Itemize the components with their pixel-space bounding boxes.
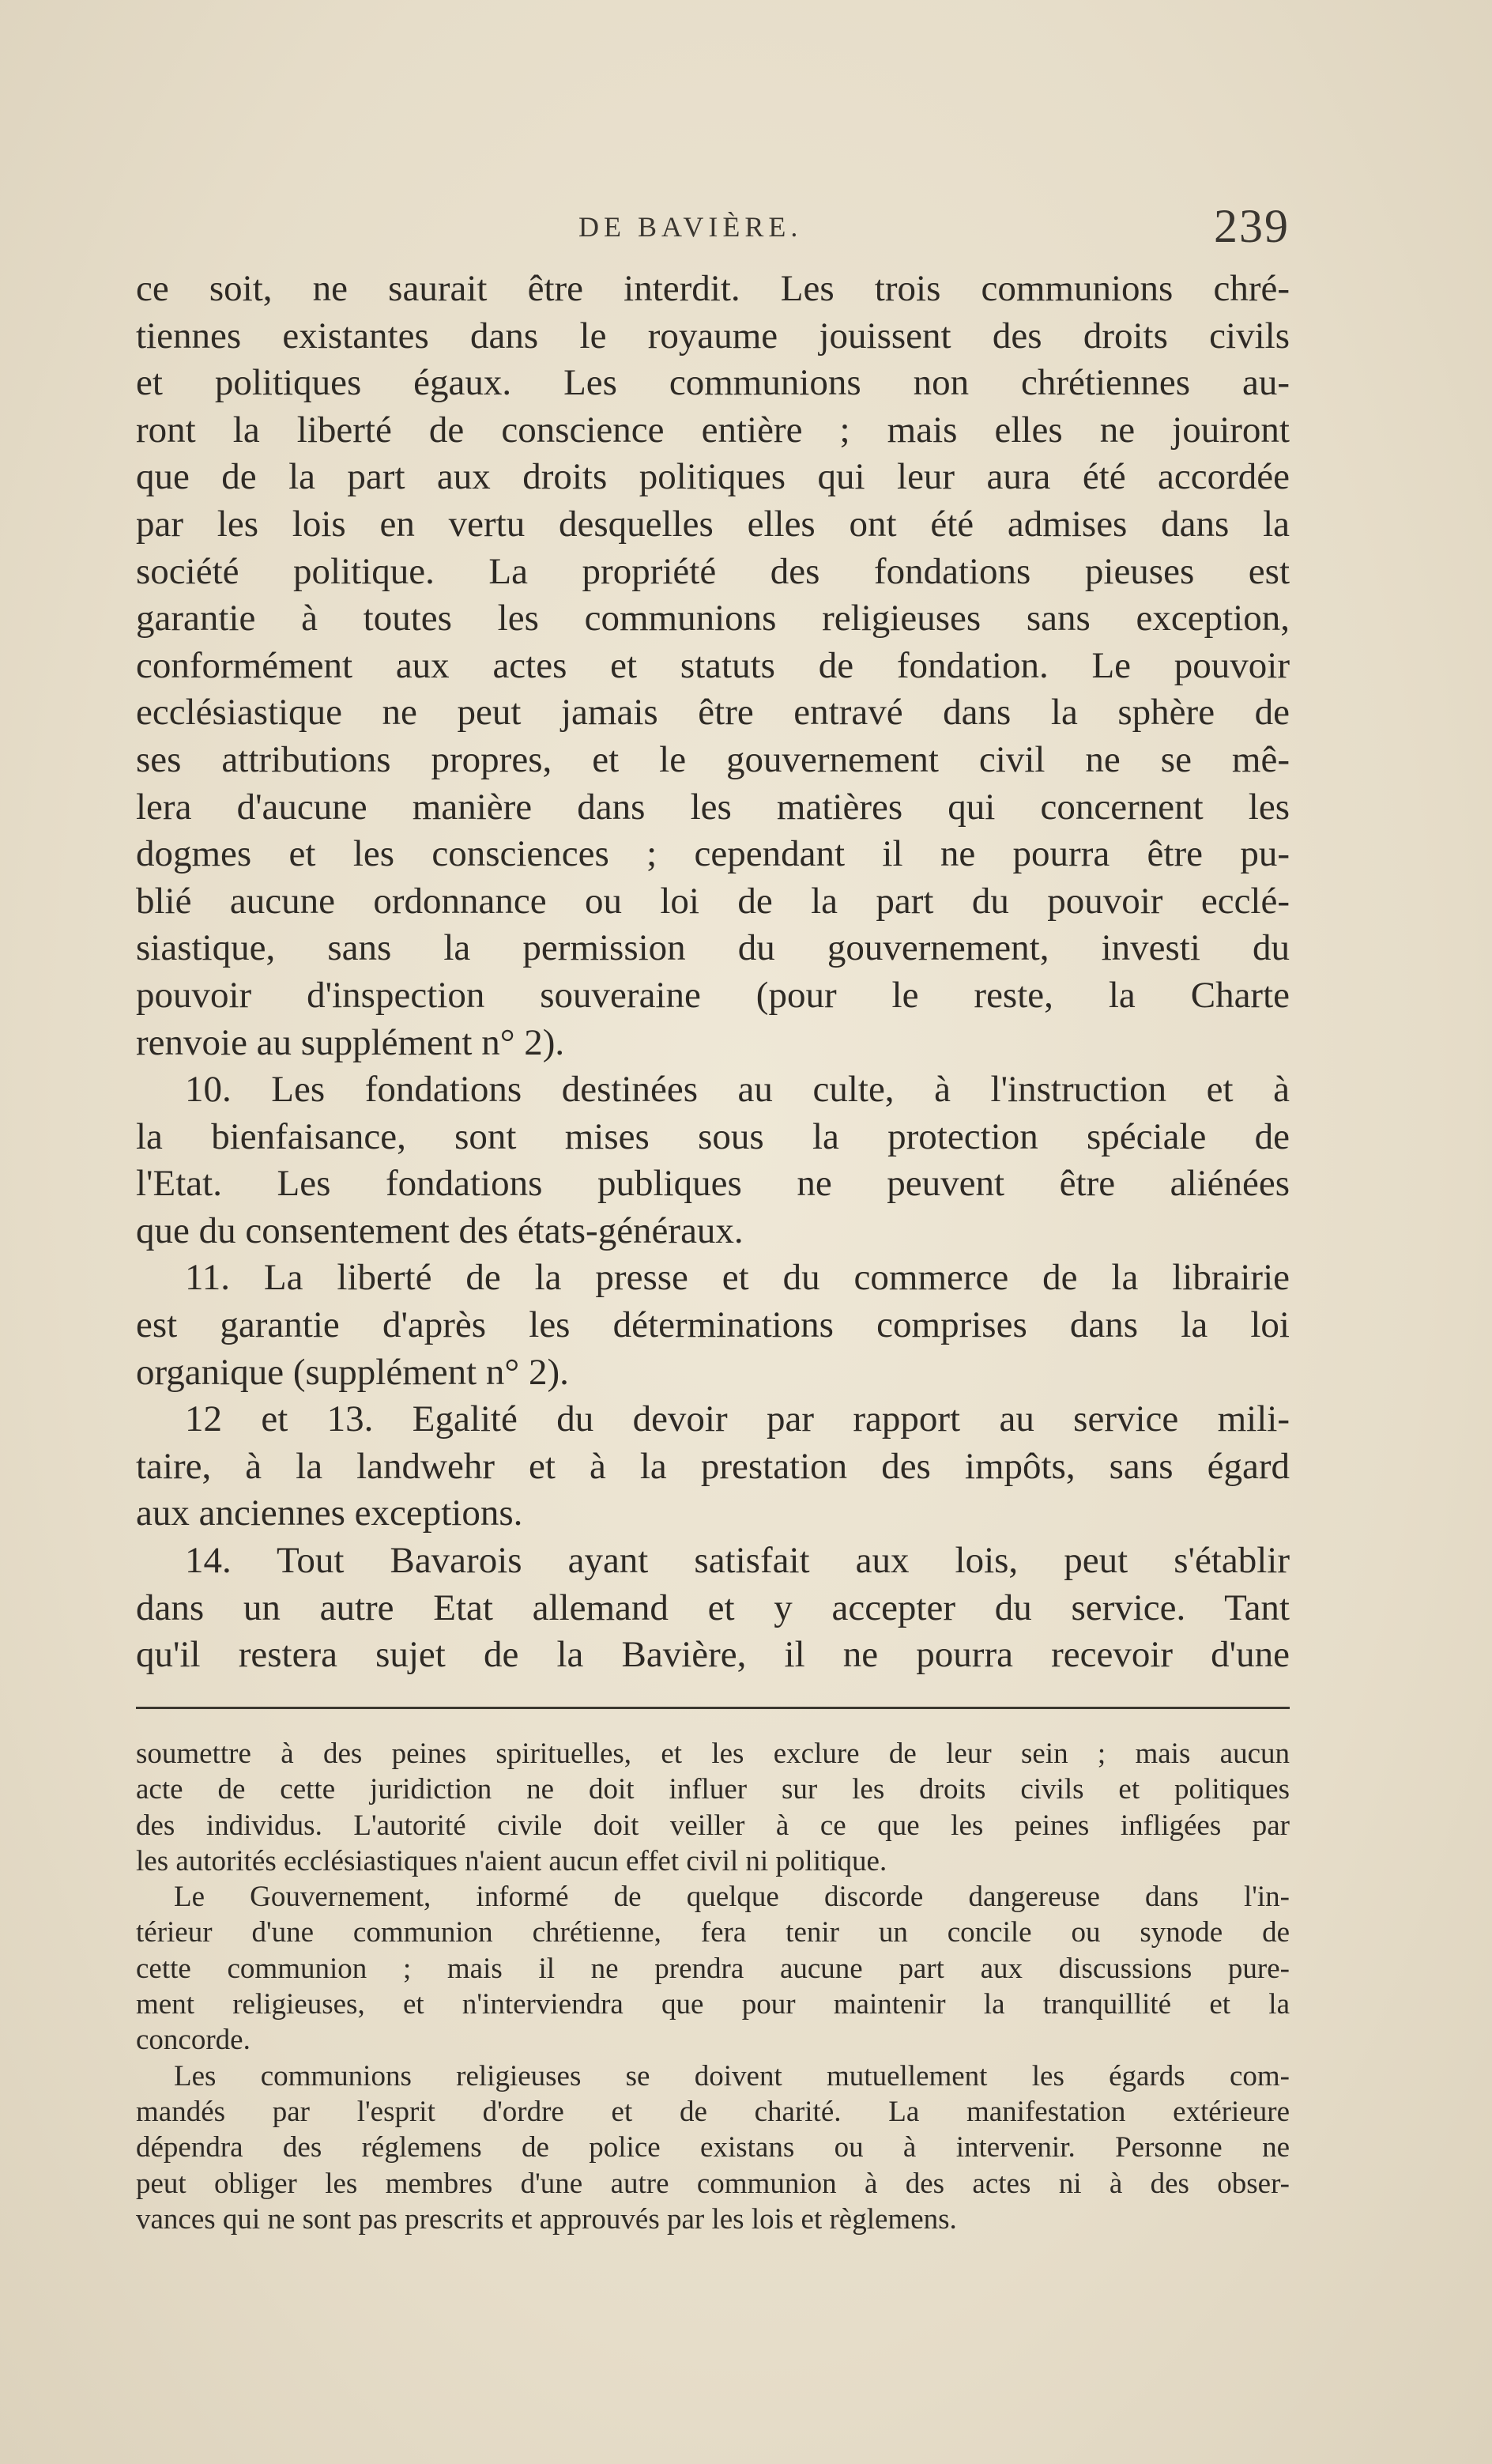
text-line: dogmes et les consciences ; cependant il ne pourra être pu- [136, 833, 1290, 875]
text-line: et politiques égaux. Les communions non chrétiennes au- [136, 362, 1290, 404]
running-head: DE BAVIÈRE. [578, 211, 803, 243]
text-line: ses attributions propres, et le gouvernement civil ne se mê- [136, 738, 1290, 780]
text-line: siastique, sans la permission du gouvernement, investi du [136, 927, 1290, 969]
text-line: l'Etat. Les fondations publiques ne peuvent être aliénées [136, 1163, 1290, 1205]
text-line: dans un autre Etat allemand et y accepter du service. Tant [136, 1587, 1290, 1628]
text-line: la bienfaisance, sont mises sous la protection spéciale de [136, 1115, 1290, 1157]
footnote-line: concorde. [136, 2024, 251, 2057]
text-line: renvoie au supplément n° 2). [136, 1021, 565, 1063]
footnote-rule [136, 1707, 1290, 1709]
text-line: ront la liberté de conscience entière ; mais elles ne jouiront [136, 409, 1290, 451]
text-line: pouvoir d'inspection souveraine (pour le reste, la Charte [136, 974, 1290, 1016]
text-line: qu'il restera sujet de la Bavière, il ne pourra recevoir d'une [136, 1634, 1290, 1676]
main-text [136, 266, 1290, 1679]
text-line: aux anciennes exceptions. [136, 1492, 523, 1534]
footnote-line: dépendra des réglemens de police existans ou à intervenir. Personne ne [136, 2131, 1290, 2164]
footnote-line: acte de cette juridiction ne doit influer sur les droits civils et politiques [136, 1773, 1290, 1806]
text-line: lera d'aucune manière dans les matières qui concernent les [136, 786, 1290, 828]
text-line: que de la part aux droits politiques qui leur aura été accordée [136, 456, 1290, 498]
text-line: est garantie d'après les déterminations comprises dans la loi [136, 1304, 1290, 1346]
article-14-start: 14. Tout Bavarois ayant satisfait aux lois, peut s'établir [185, 1540, 1290, 1582]
footnotes [136, 1736, 1290, 2237]
text-line: société politique. La propriété des fondations pieuses est [136, 550, 1290, 592]
footnote-paragraph-start: Le Gouvernement, informé de quelque discorde dangereuse dans l'in- [174, 1881, 1290, 1914]
text-line: organique (supplément n° 2). [136, 1351, 569, 1393]
text-line: que du consentement des états-généraux. [136, 1209, 744, 1251]
text-line: par les lois en vertu desquelles elles ont été admises dans la [136, 503, 1290, 545]
text-line: ecclésiastique ne peut jamais être entravé dans la sphère de [136, 692, 1290, 734]
text-line: blié aucune ordonnance ou loi de la part du pouvoir ecclé- [136, 880, 1290, 922]
text-line: taire, à la landwehr et à la prestation des impôts, sans égard [136, 1445, 1290, 1487]
article-10-start: 10. Les fondations destinées au culte, à l'instruction et à [185, 1069, 1290, 1111]
page-number: 239 [1214, 200, 1290, 252]
article-11-start: 11. La liberté de la presse et du commerce de la librairie [185, 1257, 1290, 1299]
footnote-line: térieur d'une communion chrétienne, fera tenir un concile ou synode de [136, 1916, 1290, 1949]
footnote-line: vances qui ne sont pas prescrits et approuvés par les lois et règlemens. [136, 2202, 957, 2236]
footnote-paragraph-start: Les communions religieuses se doivent mutuellement les égards com- [174, 2059, 1290, 2092]
footnote-line: des individus. L'autorité civile doit veiller à ce que les peines infligées par [136, 1809, 1290, 1842]
text-line: ce soit, ne saurait être interdit. Les trois communions chré- [136, 268, 1290, 309]
footnote-line: peut obliger les membres d'une autre communion à des actes ni à des obser- [136, 2167, 1290, 2200]
article-12-13-start: 12 et 13. Egalité du devoir par rapport au service mili- [185, 1398, 1290, 1440]
footnote-line: soumettre à des peines spirituelles, et les exclure de leur sein ; mais aucun [136, 1738, 1290, 1770]
footnote-line: ment religieuses, et n'interviendra que pour maintenir la tranquillité et la [136, 1988, 1290, 2021]
footnote-line: les autorités ecclésiastiques n'aient aucun effet civil ni politique. [136, 1844, 887, 1877]
page-header [136, 200, 1290, 267]
footnote-line: cette communion ; mais il ne prendra aucune part aux discussions pure- [136, 1952, 1290, 1985]
text-line: conformément aux actes et statuts de fondation. Le pouvoir [136, 644, 1290, 686]
footnote-line: mandés par l'esprit d'ordre et de charité. La manifestation extérieure [136, 2095, 1290, 2128]
text-line: garantie à toutes les communions religieuses sans exception, [136, 598, 1290, 640]
text-line: tiennes existantes dans le royaume jouissent des droits civils [136, 315, 1290, 357]
